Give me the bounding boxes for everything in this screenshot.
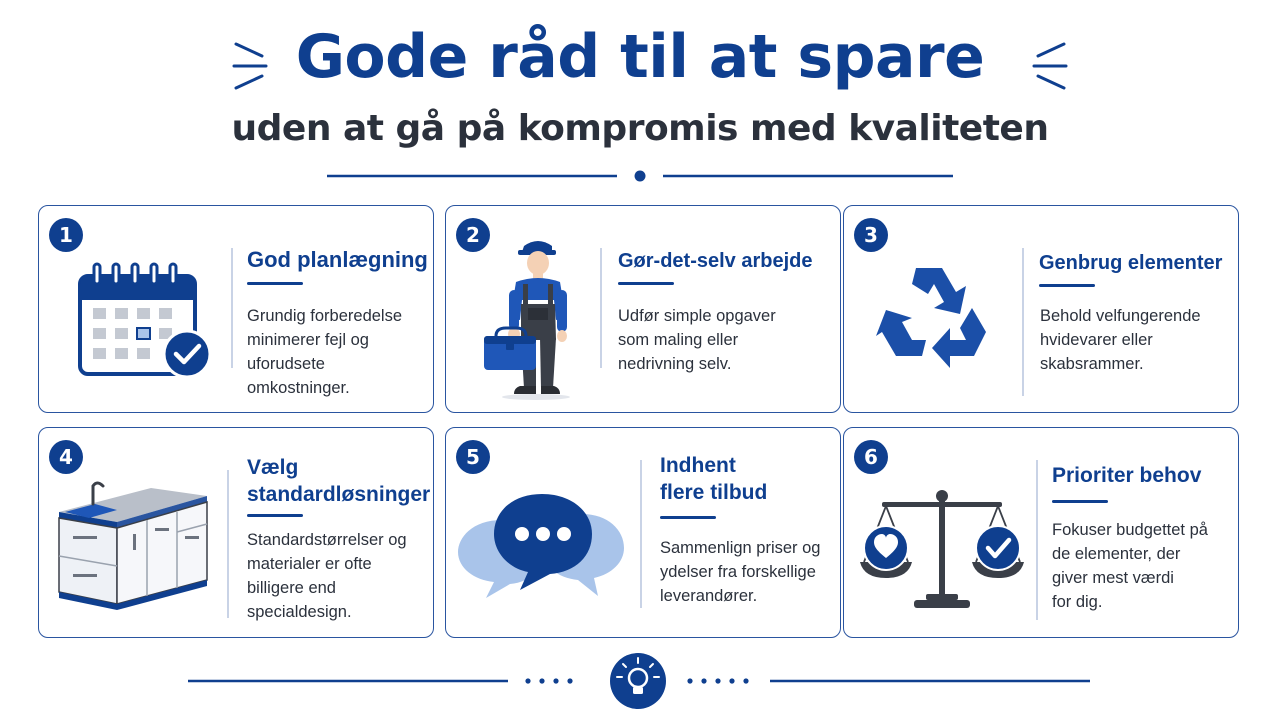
footer-divider — [0, 650, 1280, 720]
header-divider — [325, 168, 955, 184]
card-description: Behold velfungerende hvidevarer eller skabsrammer. — [1040, 307, 1201, 373]
card-title: God planlægning — [247, 247, 428, 272]
right-spark-icon — [1024, 38, 1068, 90]
kitchen-cabinet-icon — [51, 480, 211, 610]
page-subtitle: uden at gå på kompromis med kvaliteten — [231, 108, 1049, 149]
card-separator — [1036, 460, 1038, 620]
speech-bubbles-icon — [458, 490, 626, 602]
card-number-badge: 5 — [456, 440, 490, 474]
card-number-badge: 1 — [49, 218, 83, 252]
card-separator — [1022, 248, 1024, 396]
title-underline — [660, 516, 716, 519]
card-description: Udfør simple opgaver som maling eller nedrivning selv. — [618, 307, 776, 373]
card-number-badge: 4 — [49, 440, 83, 474]
card-separator — [640, 460, 642, 608]
card-separator — [227, 470, 229, 618]
card-separator — [600, 248, 602, 368]
card-description: Grundig forberedelse minimerer fejl og uforudsete omkostninger. — [247, 307, 403, 397]
card-number-badge: 3 — [854, 218, 888, 252]
card-separator — [231, 248, 233, 368]
card-title: Indhent flere tilbud — [660, 454, 768, 504]
tip-card-quotes — [445, 427, 841, 638]
card-title: Vælg standardløsninger — [247, 456, 431, 506]
lightbulb-icon — [610, 653, 666, 709]
tip-card-planning — [38, 205, 434, 413]
tip-card-diy — [445, 205, 841, 413]
card-description: Sammenlign priser og ydelser fra forskellige leverandører. — [660, 539, 821, 605]
balance-scale-icon — [858, 486, 1026, 614]
title-underline — [1052, 500, 1108, 503]
card-number-badge: 2 — [456, 218, 490, 252]
card-number-badge: 6 — [854, 440, 888, 474]
calendar-check-icon — [75, 258, 250, 383]
title-underline — [247, 282, 303, 285]
recycle-icon — [876, 260, 996, 376]
header — [0, 0, 1280, 200]
title-underline — [247, 514, 303, 517]
worker-toolbox-icon — [476, 232, 581, 402]
title-underline — [618, 282, 674, 285]
card-title: Gør-det-selv arbejde — [618, 250, 813, 272]
tip-card-standard — [38, 427, 434, 638]
card-title: Genbrug elementer — [1039, 252, 1223, 274]
tip-card-priorities — [843, 427, 1239, 638]
tip-card-reuse — [843, 205, 1239, 413]
card-description: Standardstørrelser og materialer er ofte billigere end specialdesign. — [247, 531, 407, 621]
card-description: Fokuser budgettet på de elementer, der giver mest værdi for dig. — [1052, 521, 1208, 611]
card-title: Prioriter behov — [1052, 464, 1202, 487]
title-underline — [1039, 284, 1095, 287]
page-title: Gode råd til at spare — [295, 22, 985, 92]
